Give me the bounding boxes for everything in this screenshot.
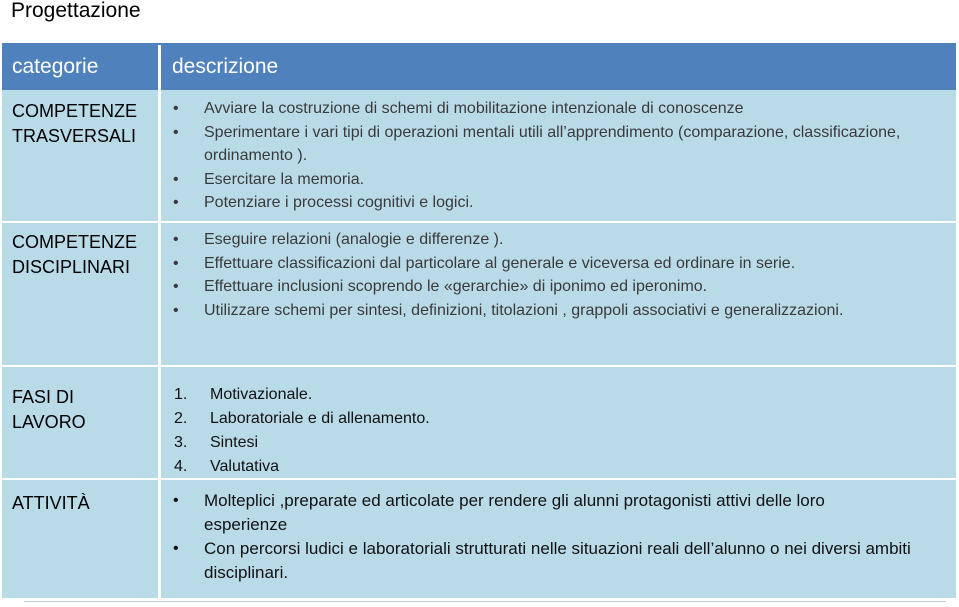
- trasversali-list: [172, 97, 932, 215]
- list-item-text: Esercitare la memoria.: [204, 170, 365, 188]
- category-line: TRASVERSALI: [12, 126, 137, 146]
- list-item: [174, 383, 430, 407]
- category-line: COMPETENZE: [12, 101, 138, 121]
- bullet-icon: •: [173, 301, 179, 319]
- list-item-text: Sperimentare i vari tipi di operazioni mentali utili all’apprendimento (comparazione, classificazione, ordinamento ).: [204, 123, 901, 164]
- list-item-text: Effettuare classificazioni dal particolare al generale e viceversa ed ordinare in serie.: [204, 254, 796, 272]
- list-item: [172, 299, 952, 323]
- page-title: Progettazione: [11, 0, 141, 22]
- list-item: [172, 252, 952, 276]
- category-trasversali: [12, 99, 137, 149]
- row-divider: [2, 478, 956, 480]
- list-item-text: Potenziare i processi cognitivi e logici.: [204, 194, 474, 211]
- bullet-icon: •: [173, 540, 179, 557]
- design-table: [2, 43, 956, 598]
- category-line: COMPETENZE: [12, 232, 138, 252]
- list-item-text: Utilizzare schemi per sintesi, definizioni, titolazioni , grappoli associativi e generalizzazioni.: [204, 301, 844, 319]
- list-item: [172, 191, 932, 215]
- list-item: [174, 431, 430, 455]
- list-number: 2.: [174, 410, 188, 427]
- list-item-text: Sintesi: [210, 434, 259, 451]
- list-item-text: Avviare la costruzione di schemi di mobilitazione intenzionale di conoscenze: [204, 100, 744, 117]
- list-item: [172, 168, 932, 192]
- list-number: 4.: [174, 458, 188, 475]
- row-divider: [2, 221, 956, 223]
- list-number: 1.: [174, 386, 188, 403]
- bullet-icon: •: [173, 231, 179, 248]
- bullet-icon: •: [173, 492, 179, 509]
- list-item: [172, 97, 932, 121]
- category-disciplinari: [12, 230, 137, 280]
- row-divider: [2, 365, 956, 367]
- bullet-icon: •: [173, 123, 179, 141]
- bullet-icon: •: [173, 100, 179, 117]
- bullet-icon: •: [173, 194, 179, 211]
- list-item: [174, 407, 430, 431]
- attivita-list: [172, 489, 912, 585]
- list-number: 3.: [174, 434, 188, 451]
- list-item-text: Effettuare inclusioni scoprendo le «gerarchie» di iponimo ed iperonimo.: [204, 278, 708, 295]
- list-item-text: Motivazionale.: [210, 386, 313, 403]
- header-descrizione: descrizione: [172, 55, 279, 78]
- bullet-icon: •: [173, 254, 179, 272]
- category-line: DISCIPLINARI: [12, 257, 131, 277]
- list-item-text: Eseguire relazioni (analogie e differenze ).: [204, 231, 504, 248]
- list-item-text: Laboratoriale e di allenamento.: [210, 410, 430, 427]
- bullet-icon: •: [173, 278, 179, 295]
- list-item-text: Molteplici ,preparate ed articolate per rendere gli alunni protagonisti attivi delle loro esperienze: [204, 491, 825, 534]
- list-item-text: Con percorsi ludici e laboratoriali strutturati nelle situazioni reali dell’alunno o nei diversi ambiti disciplinari.: [204, 539, 911, 582]
- footer-divider: [24, 601, 946, 602]
- category-line: FASI DI: [12, 387, 75, 407]
- category-attivita: [12, 491, 90, 516]
- category-fasi: [12, 385, 86, 435]
- category-line: ATTIVITÀ: [12, 493, 90, 513]
- category-line: LAVORO: [12, 412, 86, 432]
- list-item: [174, 455, 430, 479]
- list-item: [172, 489, 912, 537]
- header-categorie: categorie: [12, 55, 99, 78]
- list-item: [172, 228, 952, 252]
- fasi-list: [174, 383, 430, 479]
- column-divider: [158, 45, 161, 598]
- list-item-text: Valutativa: [210, 458, 280, 475]
- list-item: [172, 275, 952, 299]
- table-header-row: [2, 45, 956, 90]
- list-item: [172, 121, 932, 168]
- bullet-icon: •: [173, 170, 179, 188]
- disciplinari-list: [172, 228, 952, 322]
- list-item: [172, 537, 912, 585]
